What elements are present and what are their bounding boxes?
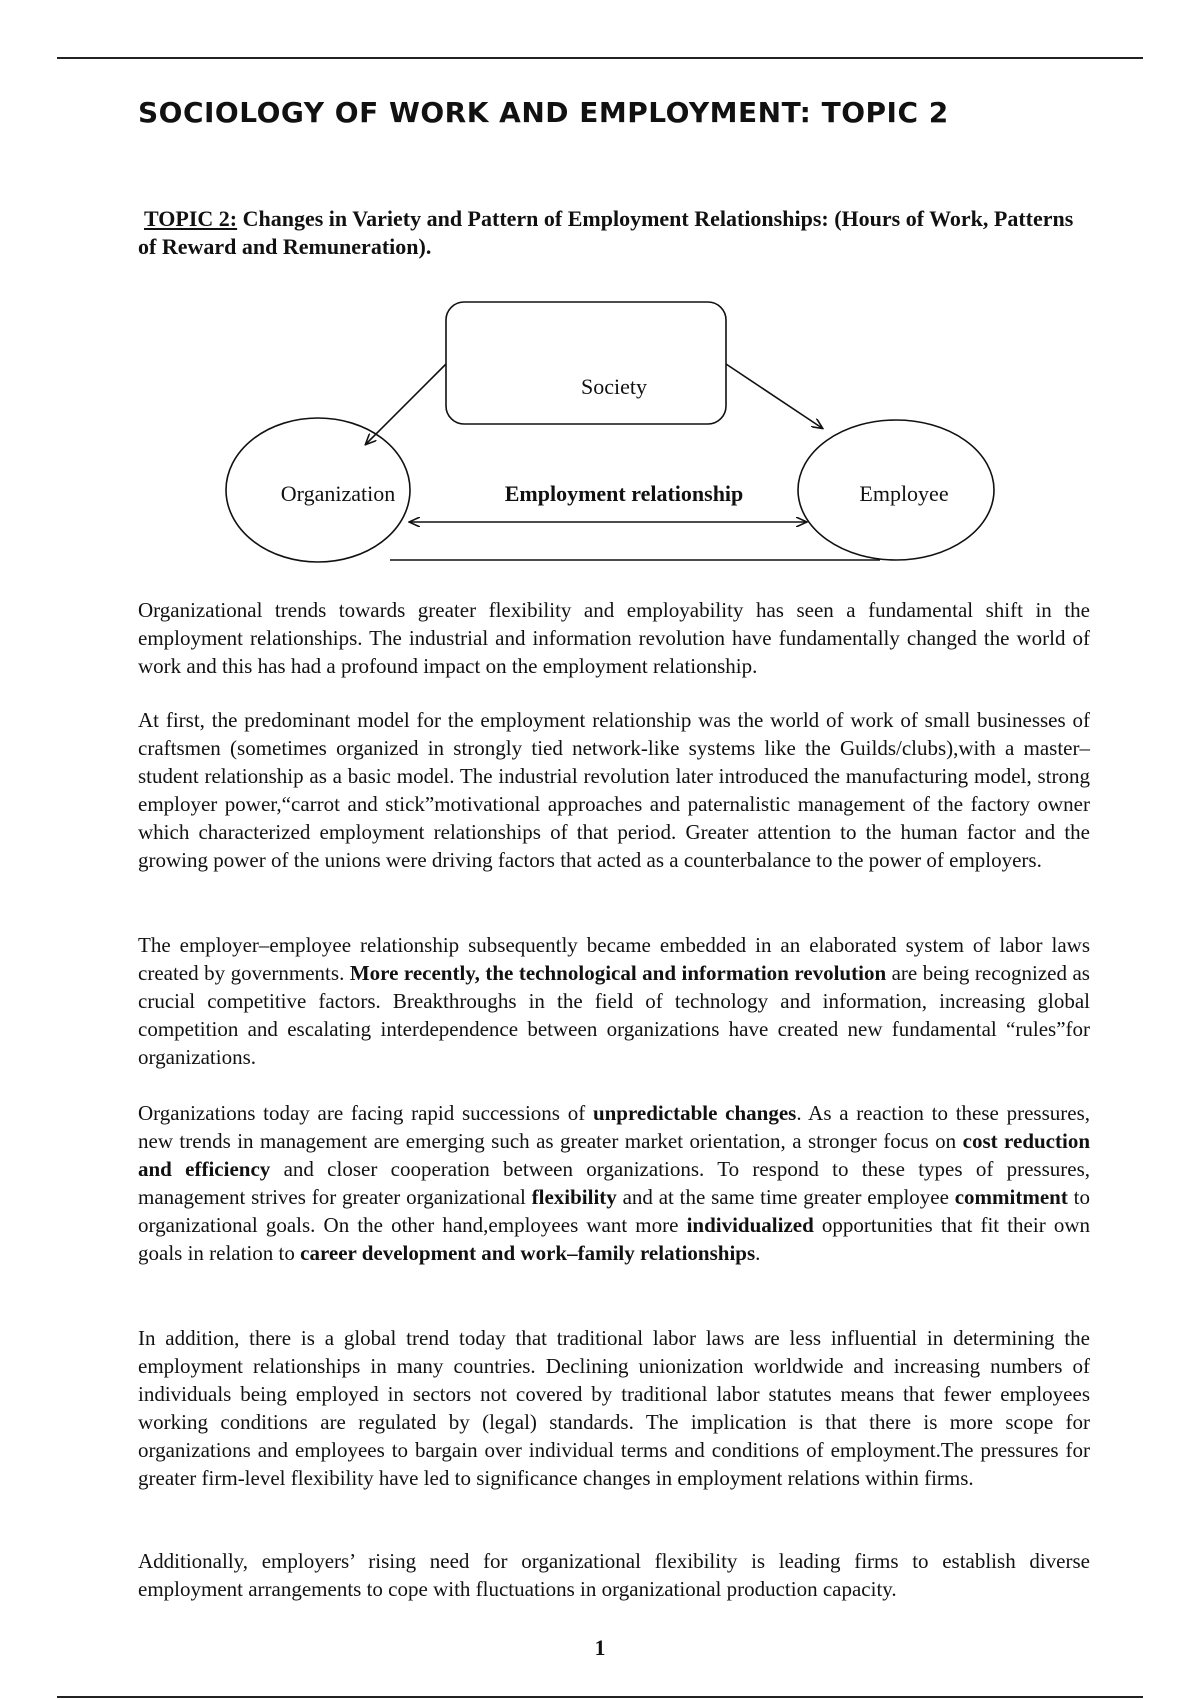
p4-bold-d: cost reduction and efficiency [138,1129,1091,1181]
relationship-label: Employment relationship [504,481,744,506]
paragraph-5: In addition, there is a global trend today that traditional labor laws are less influential in determining the employment relationships in many countries. Declining unionization worldwide and increasing numbers of individuals being employed in sectors not covered by traditional labor statutes means that fewer employees working conditions are regulated by (legal) standards. The implication is that there is more scope for organizations and employees to bargain over individual terms and conditions of employment.The pressures for greater firm-level flexibility have led to significance changes in employment relations within firms. [138,1326,1090,1490]
p4-text-k: opportunities that fit their own goals in relation to [138,1213,1090,1265]
paragraph-2: At first, the predominant model for the employment relationship was the world of work of small businesses of craftsmen (sometimes organized in strongly tied network-like systems like the Guilds/clubs),with a master–student relationship as a basic model. The industrial revolution later introduced the manufacturing model, strong employer power,“carrot and stick”motivational approaches and paternalistic management of the factory owner which characterized employment relationships of that period. Greater attention to the human factor and the growing power of the unions were driving factors that acted as a counterbalance to the power of employers. [138,708,1090,872]
p4-text-g: and at the same time greater employee [616,1185,955,1209]
p4-text-c: . As a reaction to these pressures, new trends in management are emerging such as greater market orientation, a stronger focus on [138,1101,1090,1153]
p4-text-a: Organizations today are facing rapid successions of [138,1101,593,1125]
document-title: SOCIOLOGY OF WORK AND EMPLOYMENT: TOPIC 2 [138,96,949,129]
employment-relationship-diagram [0,290,1200,590]
topic-heading [138,205,1082,261]
paragraph-3 [138,931,1090,1071]
topic-label: TOPIC 2: [144,206,238,231]
employee-label: Employee [859,481,949,506]
bottom-rule [57,1696,1143,1698]
paragraph-6: Additionally, employers’ rising need for organizational flexibility is leading firms to establish diverse employment arrangements to cope with fluctuations in organizational production capacity. [138,1549,1090,1601]
topic-title: Changes in Variety and Pattern of Employment Relationships: (Hours of Work, Patterns of Reward and Remuneration). [138,206,1074,259]
p4-text-e: and closer cooperation between organizations. To respond to these types of pressures, management strives for greater organizational [138,1157,1091,1209]
society-label: Society [581,374,647,399]
society-to-organization-arrow [366,364,446,444]
p3-text-a: The employer–employee relationship subsequently became embedded in an elaborated system of labor laws created by governments. [138,933,1090,985]
paragraph-4 [138,1099,1090,1267]
society-box [446,302,726,424]
p4-text-i: to organizational goals. On the other hand,employees want more [138,1185,1090,1237]
p4-bold-h: commitment [954,1185,1068,1209]
society-to-employee-arrow [726,364,822,428]
p4-text-m: . [755,1241,761,1265]
p3-bold-b: More recently, the technological and information revolution [349,961,887,985]
paragraph-1: Organizational trends towards greater flexibility and employability has seen a fundamental shift in the employment relationships. The industrial and information revolution have fundamentally changed the world of work and this has had a profound impact on the employment relationship. [138,598,1090,678]
organization-label: Organization [280,481,396,506]
p4-bold-b: unpredictable changes [592,1101,797,1125]
top-rule [57,57,1143,59]
p3-text-c: are being recognized as crucial competitive factors. Breakthroughs in the field of technology and information, increasing global competition and escalating interdependence between organizations have created new fundamental “rules”for organizations. [138,961,1090,1069]
p4-bold-f: flexibility [531,1185,617,1209]
p4-bold-j: individualized [686,1213,814,1237]
p4-bold-l: career development and work–family relationships [300,1241,756,1265]
page-number: 1 [594,1635,606,1660]
